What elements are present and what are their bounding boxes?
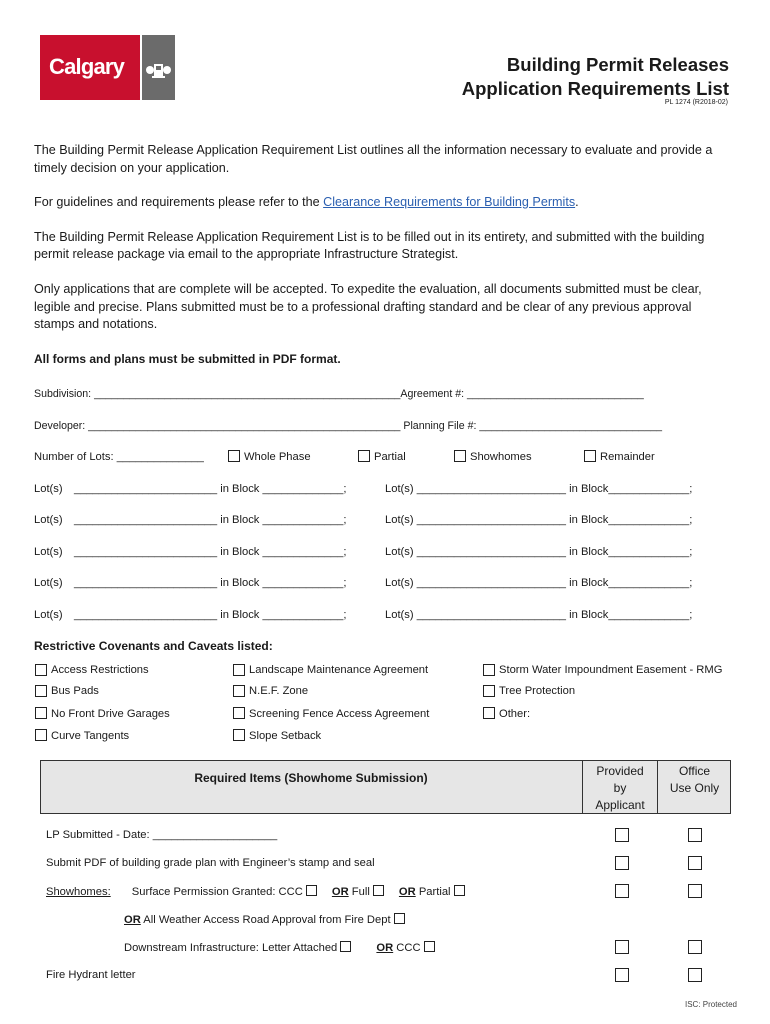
lot-label-left: Lot(s) [34,577,63,589]
weather-access-label: All Weather Access Road Approval from Fire Dept [143,914,391,926]
covenant-checkbox[interactable] [483,685,495,697]
col-office-line2: Use Only [669,781,720,795]
lot-label-left: Lot(s) [34,546,63,558]
covenant-label: No Front Drive Garages [51,708,170,720]
remainder-label: Remainder [600,451,655,463]
remainder-checkbox[interactable] [584,450,596,462]
calgary-logo [40,35,175,100]
lot-block-left[interactable]: _______________________ in Block _____________; [74,609,347,621]
col-provided-line1: Provided [596,764,644,778]
surface-permission-text: Surface Permission Granted: CCC [131,886,303,898]
intro-p3-line2: permit release package via email to the appropriate Infrastructure Strategist. [34,247,459,261]
whole-phase-label: Whole Phase [244,451,311,463]
office-checkbox[interactable] [688,856,702,870]
clearance-requirements-link[interactable]: Clearance Requirements for Building Permits [323,195,576,209]
covenant-checkbox[interactable] [35,685,47,697]
lot-label-left: Lot(s) [34,609,63,621]
showhomes-label: Showhomes [470,451,532,463]
intro-p2-suffix: . [575,195,579,209]
office-checkbox[interactable] [688,940,702,954]
pdf-format-notice: All forms and plans must be submitted in PDF format. [34,352,341,366]
coat-of-arms-icon [144,60,173,80]
covenant-label: Slope Setback [249,730,322,742]
page-title-line1: Building Permit Releases [506,54,729,75]
provided-checkbox[interactable] [615,856,629,870]
or-label: OR [398,886,416,898]
intro-p1-line2: timely decision on your application. [34,161,230,175]
provided-checkbox[interactable] [615,968,629,982]
intro-p3-line1: The Building Permit Release Application Requirement List is to be filled out in its entirety, and submitted with the building [34,230,705,244]
row-showhomes [46,885,465,898]
covenant-label: N.E.F. Zone [249,685,309,697]
full-label: Full [351,886,370,898]
partial-checkbox[interactable] [454,885,465,896]
number-of-lots-field[interactable]: Number of Lots: ______________ [34,451,204,463]
downstream-label: Downstream Infrastructure: Letter Attached [124,942,338,954]
covenant-checkbox[interactable] [483,707,495,719]
or-label: OR [376,942,394,954]
lot-block-right[interactable]: Lot(s) ________________________ in Block_____________; [385,577,693,589]
requirements-table [40,760,731,1000]
intro-p4-line1: Only applications that are complete will be accepted. To expedite the evaluation, all documents submitted must be clear, [34,282,702,296]
lot-block-left[interactable]: _______________________ in Block _____________; [74,546,347,558]
col-required-header: Required Items (Showhome Submission) [194,771,428,785]
intro-p1-line1: The Building Permit Release Application Requirement List outlines all the information necessary to evaluate and provide a [34,143,713,157]
ccc-label: CCC [396,942,421,954]
lot-block-right[interactable]: Lot(s) ________________________ in Block_____________; [385,546,693,558]
covenant-label: Screening Fence Access Agreement [249,708,430,720]
covenant-checkbox[interactable] [35,664,47,676]
or-label: OR [331,886,349,898]
lot-block-right[interactable]: Lot(s) ________________________ in Block_____________; [385,483,693,495]
intro-p2-prefix: For guidelines and requirements please refer to the [34,195,324,209]
lot-label-left: Lot(s) [34,514,63,526]
covenant-checkbox[interactable] [233,685,245,697]
covenant-checkbox[interactable] [233,729,245,741]
lot-block-right[interactable]: Lot(s) ________________________ in Block_____________; [385,609,693,621]
office-checkbox[interactable] [688,884,702,898]
row-weather-access [124,913,405,926]
classification-label: ISC: Protected [684,1000,737,1009]
covenants-heading: Restrictive Covenants and Caveats listed: [34,639,273,653]
partial-label: Partial [418,886,451,898]
col-provided-header [583,763,657,814]
covenant-label: Curve Tangents [51,730,130,742]
intro-p2 [34,194,579,211]
showhomes-label: Showhomes: [46,886,111,898]
provided-checkbox[interactable] [615,940,629,954]
provided-checkbox[interactable] [615,884,629,898]
subdivision-field[interactable]: Subdivision: ____________________________________________________Agreement #: ______________________________ [34,388,644,400]
covenant-label: Landscape Maintenance Agreement [249,664,429,676]
covenant-checkbox[interactable] [483,664,495,676]
col-office-header [658,763,731,797]
lot-block-left[interactable]: _______________________ in Block _____________; [74,514,347,526]
col-provided-line3: Applicant [595,798,645,812]
developer-field[interactable]: Developer: _____________________________________________________ Planning File #: _______________________________ [34,420,662,432]
row-downstream [124,941,435,954]
covenant-label: Other: [499,708,531,720]
full-checkbox[interactable] [373,885,384,896]
whole-phase-checkbox[interactable] [228,450,240,462]
weather-access-checkbox[interactable] [394,913,405,924]
showhomes-checkbox[interactable] [454,450,466,462]
col-office-line1: Office [678,764,711,778]
row-lp-submitted[interactable]: LP Submitted - Date: ____________________ [46,829,278,841]
lot-block-right[interactable]: Lot(s) ________________________ in Block_____________; [385,514,693,526]
partial-label: Partial [374,451,406,463]
covenant-checkbox[interactable] [35,707,47,719]
letter-attached-checkbox[interactable] [340,941,351,952]
row-pdf-grade-plan: Submit PDF of building grade plan with Engineer’s stamp and seal [46,857,375,869]
intro-p4-line3: stamps and notations. [34,317,158,331]
covenant-checkbox[interactable] [233,664,245,676]
covenant-checkbox[interactable] [35,729,47,741]
partial-checkbox[interactable] [358,450,370,462]
office-checkbox[interactable] [688,968,702,982]
covenant-label: Bus Pads [51,685,99,697]
downstream-ccc-checkbox[interactable] [424,941,435,952]
form-code: PL 1274 (R2018-02) [664,99,728,106]
lot-block-left[interactable]: _______________________ in Block _____________; [74,483,347,495]
page-title-line2: Application Requirements List [461,78,729,99]
covenant-label: Tree Protection [499,685,576,697]
provided-checkbox[interactable] [615,828,629,842]
covenant-checkbox[interactable] [233,707,245,719]
logo-wordmark: Calgary [49,54,125,79]
row-fire-hydrant: Fire Hydrant letter [46,969,136,981]
col-provided-line2: by [613,781,627,795]
office-checkbox[interactable] [688,828,702,842]
ccc-checkbox[interactable] [306,885,317,896]
or-label: OR [124,914,141,926]
intro-p4-line2: legible and precise. Plans submitted must be to a professional drafting standard and be clear of any previous approval [34,300,692,314]
lot-label-left: Lot(s) [34,483,63,495]
lot-block-left[interactable]: _______________________ in Block _____________; [74,577,347,589]
covenant-label: Storm Water Impoundment Easement - RMG [499,664,723,676]
covenant-label: Access Restrictions [51,664,149,676]
